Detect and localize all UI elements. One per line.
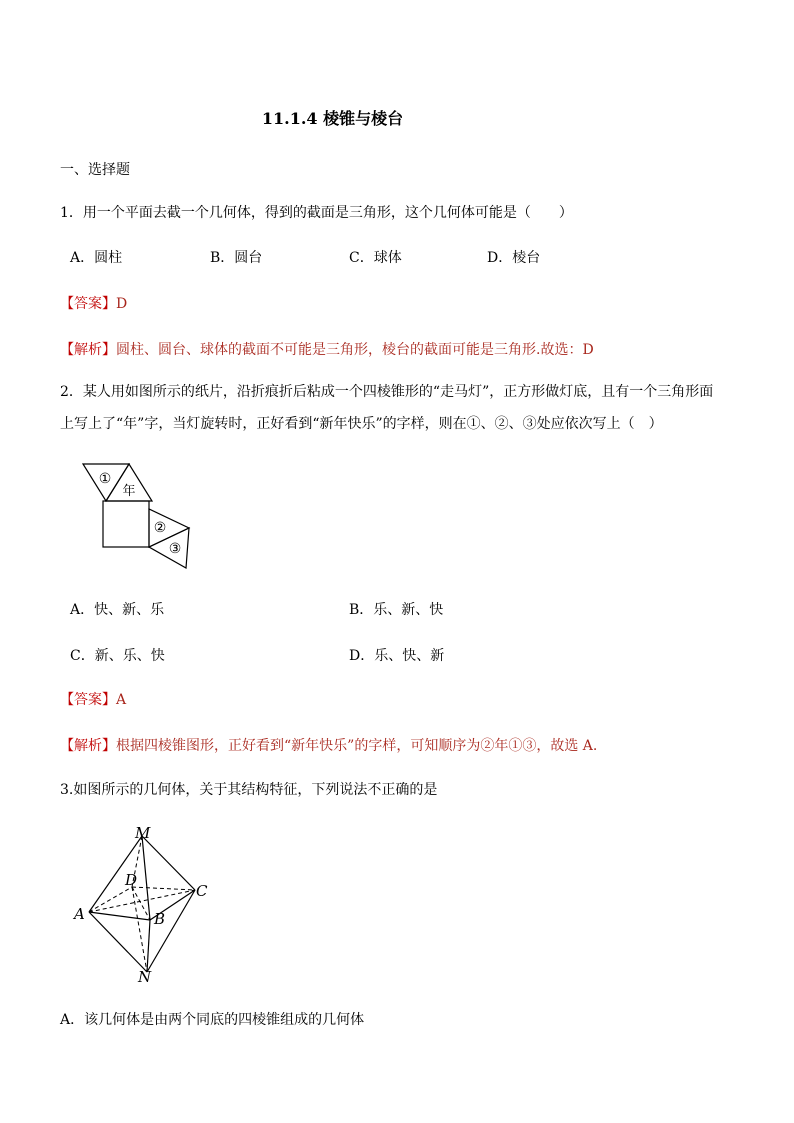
q1-option-b: B．圆台 <box>210 250 263 266</box>
q1-stem: 1．用一个平面去截一个几何体，得到的截面是三角形，这个几何体可能是（ ） <box>60 205 573 221</box>
label-circle-2: ② <box>153 520 167 536</box>
q1-option-d: D．棱台 <box>487 250 541 266</box>
analysis-tag: 【解析】 <box>60 738 116 754</box>
square-base <box>103 501 149 547</box>
q1-analysis <box>60 340 594 360</box>
label-D: D <box>125 871 138 889</box>
q3-stem: 3.如图所示的几何体，关于其结构特征，下列说法不正确的是 <box>60 782 438 798</box>
analysis-tag: 【解析】 <box>60 342 116 358</box>
q2-net-figure <box>70 455 200 575</box>
label-circle-1: ① <box>98 471 112 487</box>
analysis-text: 根据四棱锥图形，正好看到“新年快乐”的字样，可知顺序为②年①③，故选 A. <box>116 738 598 754</box>
q1-answer <box>60 294 127 314</box>
analysis-text: 圆柱、圆台、球体的截面不可能是三角形，棱台的截面可能是三角形.故选：D <box>116 342 594 358</box>
q2-option-d: D．乐、快、新 <box>349 648 445 664</box>
label-N: N <box>138 968 152 986</box>
answer-value: D <box>116 296 128 312</box>
q2-stem-line2: 上写上了“年”字，当灯旋转时，正好看到“新年快乐”的字样，则在①、②、③处应依次写上（ ） <box>60 416 663 432</box>
label-B: B <box>154 910 166 928</box>
q1-option-a: A．圆柱 <box>70 250 123 266</box>
page-title: 11.1.4 棱锥与棱台 <box>261 109 404 128</box>
q2-analysis <box>60 736 597 756</box>
label-A: A <box>74 905 85 923</box>
q1-option-c: C．球体 <box>349 250 402 266</box>
label-circle-3: ③ <box>168 541 182 557</box>
q2-option-a: A．快、新、乐 <box>70 602 165 618</box>
q3-octahedron-figure <box>70 822 220 987</box>
label-M: M <box>135 824 151 842</box>
label-C: C <box>196 882 208 900</box>
q2-option-c: C．新、乐、快 <box>70 648 165 664</box>
answer-tag: 【答案】 <box>60 692 116 708</box>
section-heading: 一、选择题 <box>60 162 130 178</box>
q3-option-a: A．该几何体是由两个同底的四棱锥组成的几何体 <box>60 1012 365 1028</box>
label-nian: 年 <box>122 484 136 499</box>
q2-stem-line1: 2．某人用如图所示的纸片，沿折痕折后粘成一个四棱锥形的“走马灯”，正方形做灯底，且有一个三角形面 <box>60 384 714 400</box>
answer-tag: 【答案】 <box>60 296 116 312</box>
q2-option-b: B．乐、新、快 <box>349 602 444 618</box>
q2-answer <box>60 690 126 710</box>
answer-value: A <box>116 692 127 708</box>
